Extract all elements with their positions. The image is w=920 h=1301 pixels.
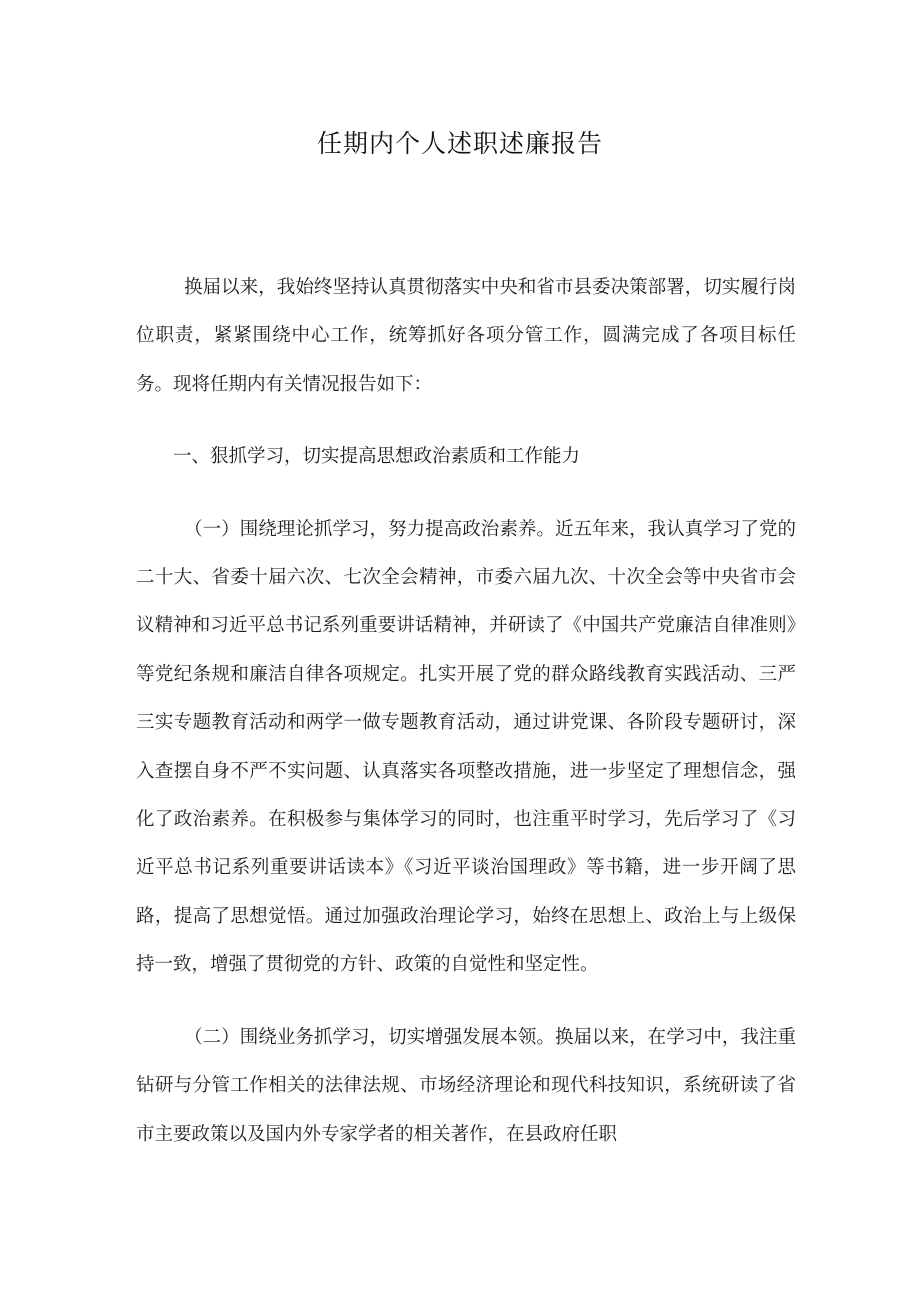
document-body: [136, 264, 796, 1159]
subsection-paragraph-1: （一）围绕理论抓学习，努力提高政治素养。近五年来，我认真学习了党的二十大、省委十届六次、七次全会精神，市委六届九次、十次全会等中央省市会议精神和习近平总书记系列重要讲话精神，并研读了《中国共产党廉洁自律准则》等党纪条规和廉洁自律各项规定。扎实开展了党的群众路线教育实践活动、三严三实专题教育活动和两学一做专题教育活动，通过讲党课、各阶段专题研讨，深入查摆自身不严不实问题、认真落实各项整改措施，进一步坚定了理想信念，强化了政治素养。在积极参与集体学习的同时，也注重平时学习，先后学习了《习近平总书记系列重要讲话读本》《习近平谈治国理政》等书籍，进一步开阔了思路，提高了思想觉悟。通过加强政治理论学习，始终在思想上、政治上与上级保持一致，增强了贯彻党的方针、政策的自觉性和坚定性。: [136, 518, 796, 976]
subsection-paragraph-2: （二）围绕业务抓学习，切实增强发展本领。换届以来，在学习中，我注重钻研与分管工作相关的法律法规、市场经济理论和现代科技知识，系统研读了省市主要政策以及国内外专家学者的相关著作，在县政府任职: [136, 1026, 796, 1145]
intro-paragraph: 换届以来，我始终坚持认真贯彻落实中央和省市县委决策部署，切实履行岗位职责，紧紧围绕中心工作，统筹抓好各项分管工作，圆满完成了各项目标任务。现将任期内有关情况报告如下：: [136, 277, 796, 395]
section-heading-1: 一、狠抓学习，切实提高思想政治素质和工作能力: [173, 446, 581, 468]
document-title: 任期内个人述职述廉报告: [316, 129, 603, 158]
